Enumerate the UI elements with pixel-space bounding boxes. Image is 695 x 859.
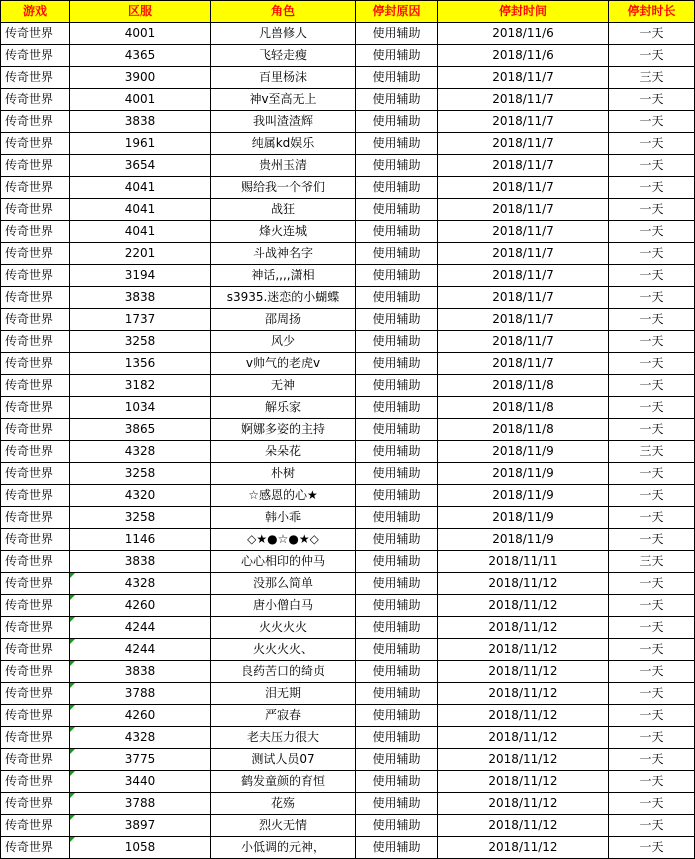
game-cell: 传奇世界 xyxy=(1,45,70,67)
ban-time-cell: 2018/11/7 xyxy=(438,199,609,221)
game-cell: 传奇世界 xyxy=(1,265,70,287)
server-cell: 3775 xyxy=(70,749,211,771)
ban-reason-cell: 使用辅助 xyxy=(356,837,438,859)
ban-reason-cell: 使用辅助 xyxy=(356,155,438,177)
ban-time-cell: 2018/11/7 xyxy=(438,221,609,243)
ban-reason-cell: 使用辅助 xyxy=(356,529,438,551)
game-cell: 传奇世界 xyxy=(1,771,70,793)
ban-reason-cell: 使用辅助 xyxy=(356,375,438,397)
table-row xyxy=(1,331,695,353)
game-cell: 传奇世界 xyxy=(1,221,70,243)
server-cell: 1034 xyxy=(70,397,211,419)
server-cell: 3258 xyxy=(70,331,211,353)
table-row xyxy=(1,727,695,749)
game-cell: 传奇世界 xyxy=(1,177,70,199)
server-cell: 3838 xyxy=(70,661,211,683)
ban-reason-cell: 使用辅助 xyxy=(356,287,438,309)
character-cell: 测试人员07 xyxy=(211,749,356,771)
server-cell: 2201 xyxy=(70,243,211,265)
character-cell: v帅气的老虎v xyxy=(211,353,356,375)
server-cell: 4244 xyxy=(70,617,211,639)
ban-reason-cell: 使用辅助 xyxy=(356,727,438,749)
ban-time-cell: 2018/11/8 xyxy=(438,375,609,397)
ban-reason-cell: 使用辅助 xyxy=(356,793,438,815)
ban-duration-cell: 一天 xyxy=(609,639,695,661)
server-cell: 1961 xyxy=(70,133,211,155)
game-cell: 传奇世界 xyxy=(1,705,70,727)
game-cell: 传奇世界 xyxy=(1,353,70,375)
character-cell: 火火火火 xyxy=(211,617,356,639)
server-cell: 4328 xyxy=(70,727,211,749)
server-cell: 3838 xyxy=(70,551,211,573)
game-cell: 传奇世界 xyxy=(1,507,70,529)
ban-duration-cell: 一天 xyxy=(609,419,695,441)
ban-reason-cell: 使用辅助 xyxy=(356,111,438,133)
server-cell: 4260 xyxy=(70,705,211,727)
ban-time-cell: 2018/11/7 xyxy=(438,67,609,89)
server-cell: 4328 xyxy=(70,441,211,463)
ban-time-cell: 2018/11/12 xyxy=(438,815,609,837)
ban-duration-cell: 一天 xyxy=(609,331,695,353)
table-row xyxy=(1,771,695,793)
ban-duration-cell: 一天 xyxy=(609,573,695,595)
server-cell: 3838 xyxy=(70,111,211,133)
ban-duration-cell: 一天 xyxy=(609,749,695,771)
game-cell: 传奇世界 xyxy=(1,111,70,133)
ban-time-cell: 2018/11/7 xyxy=(438,177,609,199)
ban-reason-cell: 使用辅助 xyxy=(356,67,438,89)
ban-time-cell: 2018/11/12 xyxy=(438,661,609,683)
table-row xyxy=(1,463,695,485)
character-cell: 心心相印的仲马 xyxy=(211,551,356,573)
ban-reason-cell: 使用辅助 xyxy=(356,463,438,485)
ban-reason-cell: 使用辅助 xyxy=(356,441,438,463)
server-cell: 1146 xyxy=(70,529,211,551)
table-row xyxy=(1,353,695,375)
table-row xyxy=(1,287,695,309)
table-row xyxy=(1,177,695,199)
ban-time-cell: 2018/11/12 xyxy=(438,617,609,639)
server-cell: 4365 xyxy=(70,45,211,67)
ban-time-cell: 2018/11/9 xyxy=(438,463,609,485)
server-cell: 3788 xyxy=(70,793,211,815)
server-cell: 4244 xyxy=(70,639,211,661)
ban-reason-cell: 使用辅助 xyxy=(356,199,438,221)
server-cell: 3440 xyxy=(70,771,211,793)
ban-time-cell: 2018/11/9 xyxy=(438,485,609,507)
ban-time-cell: 2018/11/6 xyxy=(438,23,609,45)
character-cell: 凡兽修人 xyxy=(211,23,356,45)
ban-reason-cell: 使用辅助 xyxy=(356,815,438,837)
table-row xyxy=(1,815,695,837)
ban-reason-cell: 使用辅助 xyxy=(356,265,438,287)
ban-duration-cell: 三天 xyxy=(609,441,695,463)
ban-time-cell: 2018/11/12 xyxy=(438,705,609,727)
table-row xyxy=(1,199,695,221)
table-row xyxy=(1,243,695,265)
character-cell: 良药苦口的绮贞 xyxy=(211,661,356,683)
game-cell: 传奇世界 xyxy=(1,309,70,331)
character-cell: ☆感恩的心★ xyxy=(211,485,356,507)
ban-duration-cell: 一天 xyxy=(609,309,695,331)
character-cell: 严寂春 xyxy=(211,705,356,727)
table-row xyxy=(1,485,695,507)
ban-duration-cell: 一天 xyxy=(609,793,695,815)
ban-reason-cell: 使用辅助 xyxy=(356,595,438,617)
server-cell: 1356 xyxy=(70,353,211,375)
table-row xyxy=(1,749,695,771)
ban-time-cell: 2018/11/7 xyxy=(438,155,609,177)
game-cell: 传奇世界 xyxy=(1,441,70,463)
ban-duration-cell: 一天 xyxy=(609,287,695,309)
ban-time-cell: 2018/11/6 xyxy=(438,45,609,67)
game-cell: 传奇世界 xyxy=(1,683,70,705)
character-cell: 朴树 xyxy=(211,463,356,485)
table-row xyxy=(1,265,695,287)
server-cell: 4320 xyxy=(70,485,211,507)
character-cell: 邵周扬 xyxy=(211,309,356,331)
server-cell: 3900 xyxy=(70,67,211,89)
table-row xyxy=(1,419,695,441)
character-cell: 朵朵花 xyxy=(211,441,356,463)
game-cell: 传奇世界 xyxy=(1,331,70,353)
ban-time-cell: 2018/11/12 xyxy=(438,793,609,815)
game-cell: 传奇世界 xyxy=(1,837,70,859)
ban-reason-cell: 使用辅助 xyxy=(356,573,438,595)
ban-reason-cell: 使用辅助 xyxy=(356,639,438,661)
character-cell: 没那么简单 xyxy=(211,573,356,595)
ban-duration-cell: 一天 xyxy=(609,89,695,111)
character-cell: 烈火无情 xyxy=(211,815,356,837)
ban-reason-cell: 使用辅助 xyxy=(356,23,438,45)
ban-duration-cell: 一天 xyxy=(609,111,695,133)
character-cell: 风少 xyxy=(211,331,356,353)
game-cell: 传奇世界 xyxy=(1,815,70,837)
ban-time-cell: 2018/11/7 xyxy=(438,111,609,133)
game-cell: 传奇世界 xyxy=(1,573,70,595)
ban-time-cell: 2018/11/7 xyxy=(438,89,609,111)
game-cell: 传奇世界 xyxy=(1,199,70,221)
ban-time-cell: 2018/11/12 xyxy=(438,771,609,793)
ban-duration-cell: 一天 xyxy=(609,243,695,265)
ban-duration-cell: 一天 xyxy=(609,529,695,551)
game-cell: 传奇世界 xyxy=(1,23,70,45)
character-cell: 鹤发童颜的育恒 xyxy=(211,771,356,793)
game-cell: 传奇世界 xyxy=(1,375,70,397)
character-cell: 飞轻走瘦 xyxy=(211,45,356,67)
character-cell: 婀娜多姿的主持 xyxy=(211,419,356,441)
server-cell: 1058 xyxy=(70,837,211,859)
ban-time-cell: 2018/11/9 xyxy=(438,507,609,529)
ban-reason-cell: 使用辅助 xyxy=(356,243,438,265)
table-row xyxy=(1,221,695,243)
ban-duration-cell: 一天 xyxy=(609,683,695,705)
character-cell: 贵州玉清 xyxy=(211,155,356,177)
ban-duration-cell: 一天 xyxy=(609,177,695,199)
game-cell: 传奇世界 xyxy=(1,485,70,507)
ban-duration-cell: 一天 xyxy=(609,661,695,683)
ban-reason-cell: 使用辅助 xyxy=(356,485,438,507)
ban-time-cell: 2018/11/12 xyxy=(438,749,609,771)
ban-time-cell: 2018/11/9 xyxy=(438,529,609,551)
game-cell: 传奇世界 xyxy=(1,133,70,155)
character-cell: 纯属kd娱乐 xyxy=(211,133,356,155)
table-row xyxy=(1,705,695,727)
character-cell: 唐小僧白马 xyxy=(211,595,356,617)
table-row xyxy=(1,793,695,815)
character-cell: 神话,,,,潇相 xyxy=(211,265,356,287)
ban-reason-cell: 使用辅助 xyxy=(356,661,438,683)
ban-duration-cell: 一天 xyxy=(609,727,695,749)
game-cell: 传奇世界 xyxy=(1,419,70,441)
server-cell: 4001 xyxy=(70,23,211,45)
ban-duration-cell: 一天 xyxy=(609,265,695,287)
table-row xyxy=(1,133,695,155)
game-cell: 传奇世界 xyxy=(1,463,70,485)
table-row xyxy=(1,529,695,551)
ban-reason-cell: 使用辅助 xyxy=(356,133,438,155)
table-row xyxy=(1,441,695,463)
ban-reason-cell: 使用辅助 xyxy=(356,353,438,375)
server-cell: 3788 xyxy=(70,683,211,705)
header-character: 角色 xyxy=(211,1,356,23)
header-server: 区服 xyxy=(70,1,211,23)
server-cell: 1737 xyxy=(70,309,211,331)
character-cell: s3935.迷恋的小蝴蝶 xyxy=(211,287,356,309)
ban-reason-cell: 使用辅助 xyxy=(356,705,438,727)
table-body xyxy=(1,23,695,859)
game-cell: 传奇世界 xyxy=(1,529,70,551)
server-cell: 3654 xyxy=(70,155,211,177)
game-cell: 传奇世界 xyxy=(1,155,70,177)
ban-duration-cell: 一天 xyxy=(609,397,695,419)
game-cell: 传奇世界 xyxy=(1,749,70,771)
character-cell: 无神 xyxy=(211,375,356,397)
table-row xyxy=(1,683,695,705)
character-cell: 花殇 xyxy=(211,793,356,815)
game-cell: 传奇世界 xyxy=(1,287,70,309)
character-cell: 老夫压力很大 xyxy=(211,727,356,749)
game-cell: 传奇世界 xyxy=(1,617,70,639)
server-cell: 3897 xyxy=(70,815,211,837)
ban-time-cell: 2018/11/12 xyxy=(438,573,609,595)
server-cell: 4328 xyxy=(70,573,211,595)
header-ban-time: 停封时间 xyxy=(438,1,609,23)
table-row xyxy=(1,45,695,67)
ban-time-cell: 2018/11/12 xyxy=(438,837,609,859)
table-row xyxy=(1,595,695,617)
table-row xyxy=(1,837,695,859)
ban-duration-cell: 三天 xyxy=(609,551,695,573)
game-cell: 传奇世界 xyxy=(1,595,70,617)
ban-reason-cell: 使用辅助 xyxy=(356,551,438,573)
ban-duration-cell: 一天 xyxy=(609,771,695,793)
server-cell: 4041 xyxy=(70,177,211,199)
ban-time-cell: 2018/11/12 xyxy=(438,683,609,705)
ban-reason-cell: 使用辅助 xyxy=(356,617,438,639)
character-cell: 韩小乖 xyxy=(211,507,356,529)
ban-reason-cell: 使用辅助 xyxy=(356,507,438,529)
game-cell: 传奇世界 xyxy=(1,243,70,265)
table-row xyxy=(1,639,695,661)
ban-reason-cell: 使用辅助 xyxy=(356,419,438,441)
ban-time-cell: 2018/11/7 xyxy=(438,287,609,309)
game-cell: 传奇世界 xyxy=(1,661,70,683)
table-row xyxy=(1,23,695,45)
character-cell: 神v至高无上 xyxy=(211,89,356,111)
server-cell: 4260 xyxy=(70,595,211,617)
ban-time-cell: 2018/11/9 xyxy=(438,441,609,463)
table-row xyxy=(1,375,695,397)
character-cell: 赐给我一个爷们 xyxy=(211,177,356,199)
character-cell: 小低调的元神， xyxy=(211,837,356,859)
ban-duration-cell: 一天 xyxy=(609,463,695,485)
character-cell: 我叫渣渣辉 xyxy=(211,111,356,133)
ban-time-cell: 2018/11/7 xyxy=(438,133,609,155)
character-cell: 烽火连城 xyxy=(211,221,356,243)
server-cell: 3258 xyxy=(70,463,211,485)
ban-reason-cell: 使用辅助 xyxy=(356,331,438,353)
server-cell: 4041 xyxy=(70,221,211,243)
ban-duration-cell: 一天 xyxy=(609,155,695,177)
game-cell: 传奇世界 xyxy=(1,793,70,815)
header-row xyxy=(1,1,695,23)
ban-reason-cell: 使用辅助 xyxy=(356,749,438,771)
table-row xyxy=(1,309,695,331)
ban-duration-cell: 一天 xyxy=(609,353,695,375)
ban-time-cell: 2018/11/7 xyxy=(438,243,609,265)
table-row xyxy=(1,111,695,133)
ban-reason-cell: 使用辅助 xyxy=(356,89,438,111)
ban-duration-cell: 一天 xyxy=(609,595,695,617)
table-row xyxy=(1,573,695,595)
ban-time-cell: 2018/11/11 xyxy=(438,551,609,573)
table-row xyxy=(1,617,695,639)
table-row xyxy=(1,661,695,683)
ban-time-cell: 2018/11/7 xyxy=(438,265,609,287)
table-row xyxy=(1,155,695,177)
server-cell: 3182 xyxy=(70,375,211,397)
ban-duration-cell: 一天 xyxy=(609,199,695,221)
ban-time-cell: 2018/11/7 xyxy=(438,331,609,353)
ban-duration-cell: 一天 xyxy=(609,485,695,507)
game-cell: 传奇世界 xyxy=(1,551,70,573)
ban-duration-cell: 一天 xyxy=(609,617,695,639)
ban-duration-cell: 一天 xyxy=(609,507,695,529)
ban-duration-cell: 一天 xyxy=(609,705,695,727)
ban-reason-cell: 使用辅助 xyxy=(356,309,438,331)
table-row xyxy=(1,551,695,573)
character-cell: ◇★●☆●★◇ xyxy=(211,529,356,551)
ban-reason-cell: 使用辅助 xyxy=(356,397,438,419)
server-cell: 4041 xyxy=(70,199,211,221)
table-row xyxy=(1,67,695,89)
server-cell: 3258 xyxy=(70,507,211,529)
header-game: 游戏 xyxy=(1,1,70,23)
game-cell: 传奇世界 xyxy=(1,727,70,749)
game-cell: 传奇世界 xyxy=(1,639,70,661)
server-cell: 3865 xyxy=(70,419,211,441)
ban-time-cell: 2018/11/12 xyxy=(438,727,609,749)
ban-time-cell: 2018/11/12 xyxy=(438,639,609,661)
ban-duration-cell: 一天 xyxy=(609,45,695,67)
character-cell: 斗战神名字 xyxy=(211,243,356,265)
server-cell: 4001 xyxy=(70,89,211,111)
character-cell: 火火火火、 xyxy=(211,639,356,661)
ban-duration-cell: 一天 xyxy=(609,837,695,859)
character-cell: 解乐家 xyxy=(211,397,356,419)
ban-duration-cell: 三天 xyxy=(609,67,695,89)
ban-duration-cell: 一天 xyxy=(609,23,695,45)
ban-duration-cell: 一天 xyxy=(609,375,695,397)
ban-duration-cell: 一天 xyxy=(609,221,695,243)
server-cell: 3194 xyxy=(70,265,211,287)
character-cell: 战狂 xyxy=(211,199,356,221)
ban-time-cell: 2018/11/8 xyxy=(438,397,609,419)
game-cell: 传奇世界 xyxy=(1,67,70,89)
ban-reason-cell: 使用辅助 xyxy=(356,45,438,67)
ban-time-cell: 2018/11/8 xyxy=(438,419,609,441)
ban-reason-cell: 使用辅助 xyxy=(356,771,438,793)
table-row xyxy=(1,507,695,529)
header-ban-reason: 停封原因 xyxy=(356,1,438,23)
header-ban-duration: 停封时长 xyxy=(609,1,695,23)
ban-time-cell: 2018/11/7 xyxy=(438,353,609,375)
ban-reason-cell: 使用辅助 xyxy=(356,683,438,705)
ban-time-cell: 2018/11/7 xyxy=(438,309,609,331)
table-row xyxy=(1,397,695,419)
ban-reason-cell: 使用辅助 xyxy=(356,221,438,243)
character-cell: 百里杨沫 xyxy=(211,67,356,89)
ban-duration-cell: 一天 xyxy=(609,133,695,155)
ban-time-cell: 2018/11/12 xyxy=(438,595,609,617)
ban-reason-cell: 使用辅助 xyxy=(356,177,438,199)
table-row xyxy=(1,89,695,111)
ban-duration-cell: 一天 xyxy=(609,815,695,837)
game-cell: 传奇世界 xyxy=(1,89,70,111)
character-cell: 泪无期 xyxy=(211,683,356,705)
server-cell: 3838 xyxy=(70,287,211,309)
game-cell: 传奇世界 xyxy=(1,397,70,419)
